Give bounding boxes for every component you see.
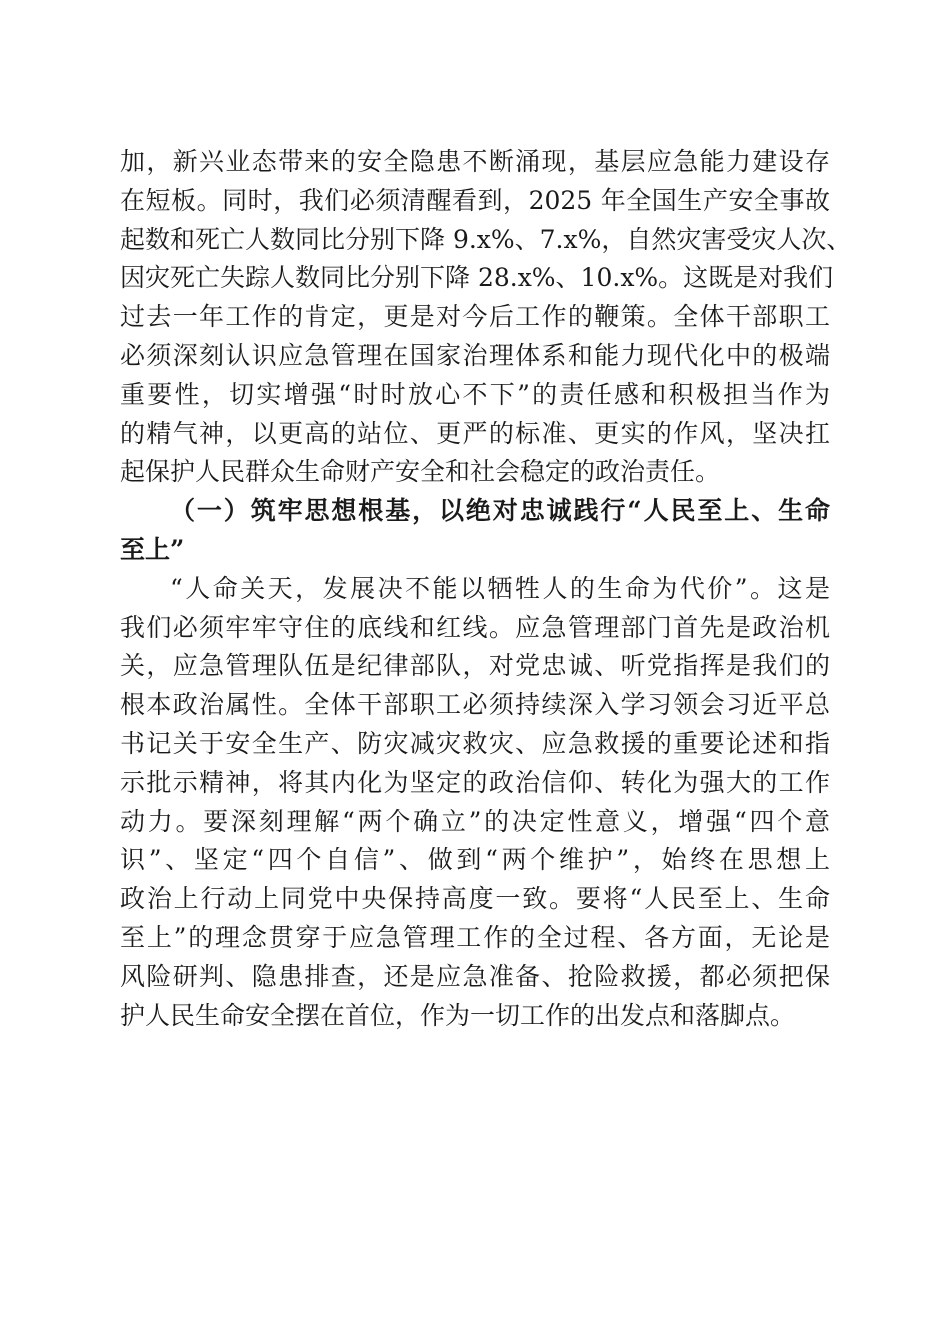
text-line: 重要性，切实增强“时时放心不下”的责任感和积极担当作为: [120, 379, 830, 409]
text-line: 动力。要深刻理解“两个确立”的决定性意义，增强“四个意: [120, 806, 830, 836]
text-line: 因灾死亡失踪人数同比分别下降 28.x%、10.x%。这既是对我们: [120, 263, 834, 293]
text-line: 过去一年工作的肯定，更是对今后工作的鞭策。全体干部职工: [120, 302, 830, 332]
text-line: 示批示精神，将其内化为坚定的政治信仰、转化为强大的工作: [120, 767, 830, 797]
text-line: 至上”的理念贯穿于应急管理工作的全过程、各方面，无论是: [120, 922, 830, 952]
text-line: 识”、坚定“四个自信”、做到“两个维护”，始终在思想上: [120, 845, 830, 875]
document-body: [120, 143, 852, 1035]
text-line: 必须深刻认识应急管理在国家治理体系和能力现代化中的极端: [120, 340, 830, 370]
text-line: 在短板。同时，我们必须清醒看到，2025 年全国生产安全事故: [120, 185, 830, 215]
text-line: 关，应急管理队伍是纪律部队，对党忠诚、听党指挥是我们的: [120, 651, 830, 681]
text-line: 风险研判、隐患排查，还是应急准备、抢险救援，都必须把保: [120, 961, 830, 991]
heading-line: （一）筑牢思想根基，以绝对忠诚践行“人民至上、生命: [170, 496, 830, 526]
text-line: “人命关天，发展决不能以牺牲人的生命为代价”。这是: [170, 573, 830, 603]
text-line: 政治上行动上同党中央保持高度一致。要将“人民至上、生命: [120, 884, 830, 914]
text-line: 我们必须牢牢守住的底线和红线。应急管理部门首先是政治机: [120, 612, 830, 642]
text-line: 的精气神，以更高的站位、更严的标准、更实的作风，坚决扛: [120, 418, 830, 448]
text-line: 书记关于安全生产、防灾减灾救灾、应急救援的重要论述和指: [120, 728, 830, 758]
paragraph-political-loyalty: [120, 570, 830, 1036]
text-line: 起数和死亡人数同比分别下降 9.x%、7.x%，自然灾害受灾人次、: [120, 224, 852, 254]
heading-line: 至上”: [120, 534, 185, 564]
text-line: 起保护人民群众生命财产安全和社会稳定的政治责任。: [120, 457, 721, 487]
paragraph-context: [120, 143, 852, 492]
text-line: 加，新兴业态带来的安全隐患不断涌现，基层应急能力建设存: [120, 147, 830, 176]
section-heading: [120, 492, 830, 570]
text-line: 护人民生命安全摆在首位，作为一切工作的出发点和落脚点。: [120, 1000, 796, 1030]
text-line: 根本政治属性。全体干部职工必须持续深入学习领会习近平总: [120, 690, 830, 720]
